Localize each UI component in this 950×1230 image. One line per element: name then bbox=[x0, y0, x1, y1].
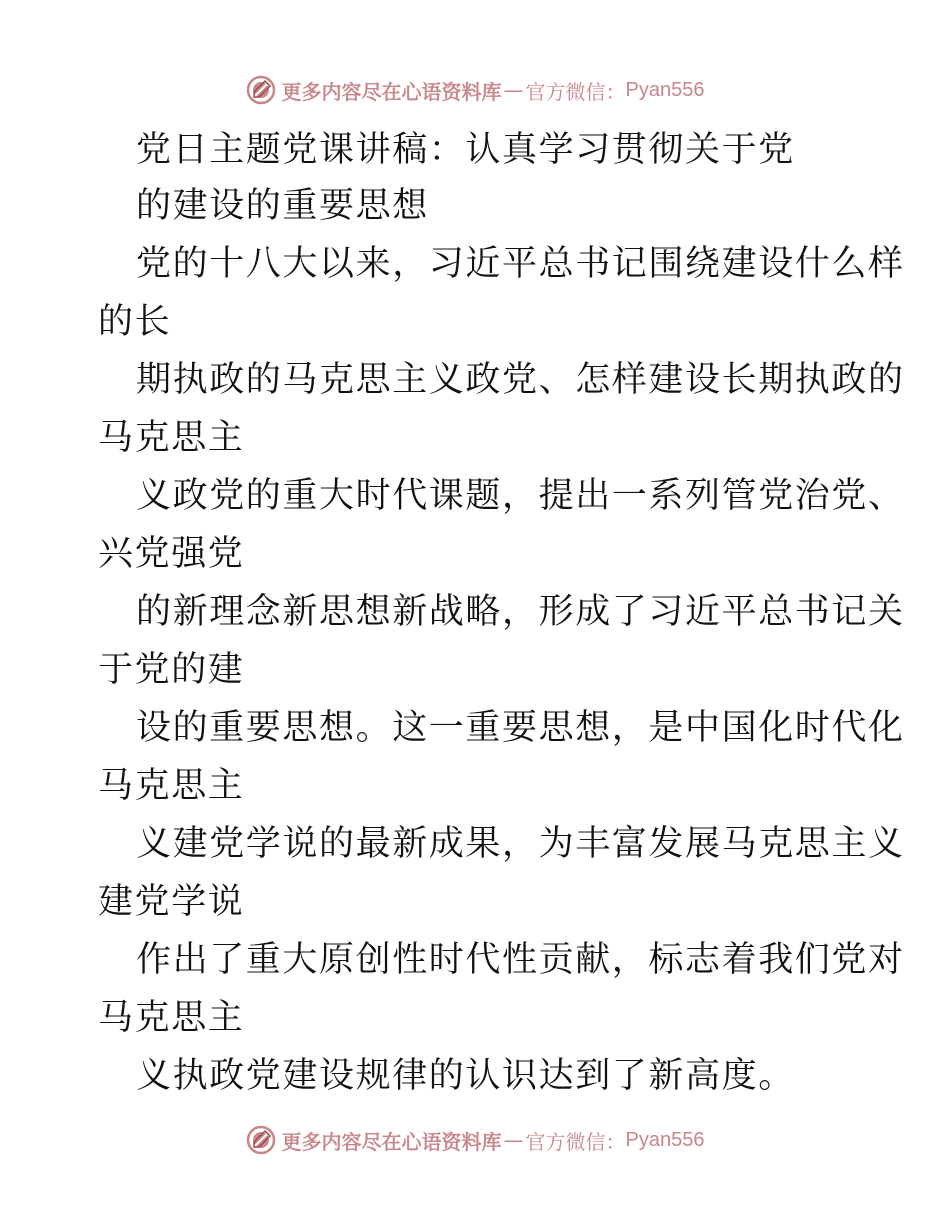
paragraph-line: 马克思主 bbox=[98, 418, 245, 458]
paragraph-line: 兴党强党 bbox=[98, 534, 245, 574]
footer-watermark bbox=[0, 1120, 950, 1160]
paragraph-line: 期执政的马克思主义政党、怎样建设长期执政的 bbox=[136, 360, 905, 400]
watermark-dash: — bbox=[503, 1128, 524, 1152]
watermark-main-text: 更多内容尽在心语资料库 bbox=[281, 1129, 502, 1154]
paragraph-line: 的长 bbox=[98, 302, 172, 342]
paragraph-line: 于党的建 bbox=[98, 650, 245, 690]
watermark-main-text: 更多内容尽在心语资料库 bbox=[281, 79, 502, 104]
paragraph-line: 义建党学说的最新成果，为丰富发展马克思主义 bbox=[136, 824, 905, 864]
pen-seal-icon bbox=[246, 1125, 276, 1155]
header-watermark bbox=[0, 70, 950, 110]
paragraph-line: 马克思主 bbox=[98, 766, 245, 806]
paragraph-line: 作出了重大原创性时代性贡献，标志着我们党对 bbox=[136, 940, 905, 980]
pen-seal-icon bbox=[246, 75, 276, 105]
watermark-dash: — bbox=[503, 78, 524, 102]
watermark-sub-text: 官方微信： bbox=[525, 1129, 626, 1154]
paragraph-line: 义政党的重大时代课题，提出一系列管党治党、 bbox=[136, 476, 905, 516]
paragraph-line: 的新理念新思想新战略，形成了习近平总书记关 bbox=[136, 592, 905, 632]
watermark-sub-text: 官方微信： bbox=[525, 79, 626, 104]
title-line-2: 的建设的重要思想 bbox=[136, 186, 429, 226]
paragraph-line: 党的十八大以来，习近平总书记围绕建设什么样 bbox=[136, 244, 905, 284]
paragraph-line: 马克思主 bbox=[98, 998, 245, 1038]
watermark-id: Pyan556 bbox=[625, 1128, 705, 1151]
watermark-id: Pyan556 bbox=[625, 78, 705, 101]
paragraph-line: 义执政党建设规律的认识达到了新高度。 bbox=[136, 1056, 795, 1096]
paragraph-line: 建党学说 bbox=[98, 882, 245, 922]
title-line-1: 党日主题党课讲稿：认真学习贯彻关于党 bbox=[136, 130, 795, 170]
paragraph-line: 设的重要思想。这一重要思想，是中国化时代化 bbox=[136, 708, 905, 748]
